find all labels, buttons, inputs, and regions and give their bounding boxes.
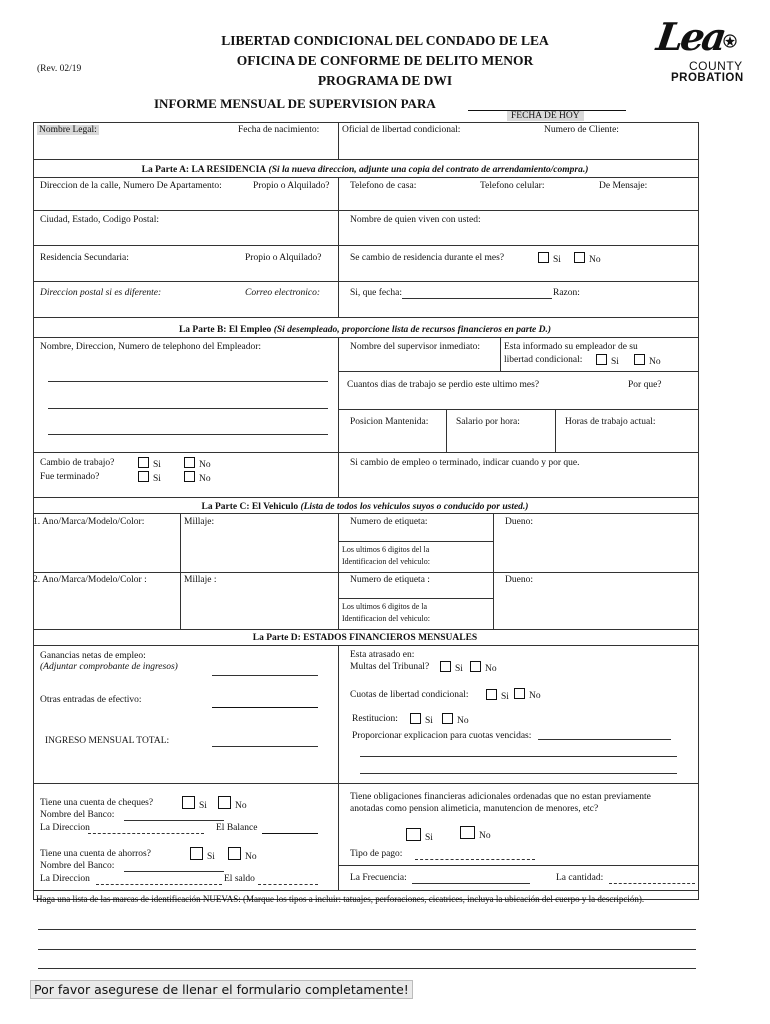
- checkbox-icon[interactable]: [460, 826, 475, 839]
- checkbox-icon[interactable]: [574, 252, 585, 263]
- form-title-2: OFICINA DE CONFORME DE DELITO MENOR: [236, 53, 534, 68]
- marks-line-3[interactable]: [38, 968, 696, 969]
- checkbox-icon[interactable]: [138, 457, 149, 468]
- court-fines-label: Multas del Tribunal?: [350, 662, 430, 672]
- restitution-yes[interactable]: Si: [408, 713, 433, 726]
- own-rent-2-label: Propio o Alquilado?: [245, 253, 322, 263]
- amount-line[interactable]: [609, 883, 695, 884]
- why-label: Por que?: [628, 380, 662, 390]
- vehicle-2-vin-label-2: Identificacion del vehiculo:: [342, 614, 430, 623]
- checkbox-icon[interactable]: [440, 661, 451, 672]
- employer-info-label: Nombre, Direccion, Numero de telephono del Empleador:: [40, 342, 262, 352]
- mailing-address-label: Direccion postal si es diferente:: [40, 288, 162, 298]
- restitution-label: Restitucion:: [352, 714, 398, 724]
- vehicle-1-vin-label: Los ultimos 6 digitos del la: [342, 545, 430, 554]
- checkbox-icon[interactable]: [538, 252, 549, 263]
- message-phone-label: De Mensaje:: [599, 181, 648, 191]
- part-c-title: La Parte C: El Vehiculo (Lista de todos los vehiculos suyos o conducido por usted.): [201, 502, 529, 512]
- marks-line-2[interactable]: [38, 949, 696, 950]
- probation-fees-yes[interactable]: Si: [484, 689, 509, 702]
- explain-line-2[interactable]: [360, 756, 677, 757]
- bank-address-line[interactable]: [88, 833, 204, 834]
- residence-changed-no[interactable]: No: [572, 252, 601, 265]
- marks-line-1[interactable]: [38, 929, 696, 930]
- email-label: Correo electronico:: [245, 288, 321, 298]
- date-label: FECHA DE HOY: [507, 111, 584, 121]
- change-date-label: Si, que fecha:: [350, 288, 402, 298]
- total-income-line[interactable]: [212, 746, 318, 747]
- logo-word: Lea: [653, 14, 727, 59]
- checkbox-icon[interactable]: [218, 796, 231, 809]
- change-date-line[interactable]: [402, 298, 552, 299]
- total-income-label: INGRESO MENSUAL TOTAL:: [45, 736, 170, 746]
- vehicle-2-vin-label: Los ultimos 6 digitos de la: [342, 602, 428, 611]
- court-fines-no[interactable]: No: [468, 661, 497, 674]
- vehicle-1-label: 1. Ano/Marca/Modelo/Color:: [33, 517, 145, 527]
- checkbox-icon[interactable]: [486, 689, 497, 700]
- part-b-title: La Parte B: El Empleo (Si desempleado, proporcione lista de recursos financieros en parte D.): [178, 325, 552, 335]
- net-earnings-label: Ganancias netas de empleo:: [40, 651, 146, 661]
- other-income-label: Otras entradas de efectivo:: [40, 695, 142, 705]
- terminated-yes[interactable]: Si: [136, 471, 161, 484]
- bank-name-line[interactable]: [124, 820, 224, 821]
- checking-yes[interactable]: Si: [180, 796, 207, 811]
- employer-informed-no[interactable]: No: [632, 354, 661, 367]
- days-missed-label: Cuantos dias de trabajo se perdio este ultimo mes?: [347, 380, 540, 390]
- bank-name-2-line[interactable]: [124, 871, 224, 872]
- vehicle-2-tag-label: Numero de etiqueta :: [350, 575, 430, 585]
- logo-probation: PROBATION: [671, 72, 744, 84]
- amount-label: La cantidad:: [556, 873, 604, 883]
- net-earnings-line[interactable]: [212, 675, 318, 676]
- checking-no[interactable]: No: [216, 796, 247, 811]
- residence-changed-yes[interactable]: Si: [536, 252, 561, 265]
- vehicle-2-label: 2. Ano/Marca/Modelo/Color :: [33, 575, 147, 585]
- explain-line-1[interactable]: [538, 739, 671, 740]
- checkbox-icon[interactable]: [442, 713, 453, 724]
- explain-line-3[interactable]: [360, 773, 677, 774]
- employer-informed-label: Esta informado su empleador de su: [504, 342, 638, 352]
- court-fines-yes[interactable]: Si: [438, 661, 463, 674]
- payment-type-label: Tipo de pago:: [350, 849, 403, 859]
- checkbox-icon[interactable]: [184, 457, 195, 468]
- job-change-yes[interactable]: Si: [136, 457, 161, 470]
- behind-label: Esta atrasado en:: [350, 650, 415, 660]
- revision-label: (Rev. 02/19: [37, 64, 82, 74]
- checkbox-icon[interactable]: [190, 847, 203, 860]
- checkbox-icon[interactable]: [634, 354, 645, 365]
- dob-label: Fecha de nacimiento:: [238, 125, 320, 135]
- obligations-yes[interactable]: Si: [404, 828, 433, 843]
- checkbox-icon[interactable]: [406, 828, 421, 841]
- logo-county: COUNTY: [689, 59, 743, 73]
- checkbox-icon[interactable]: [228, 847, 241, 860]
- vehicle-1-tag-label: Numero de etiqueta:: [350, 517, 428, 527]
- frequency-line[interactable]: [412, 883, 530, 884]
- attach-proof-label: (Adjuntar comprobante de ingresos): [40, 662, 178, 672]
- employer-line-2[interactable]: [48, 408, 328, 409]
- city-state-zip-label: Ciudad, Estado, Codigo Postal:: [40, 215, 160, 225]
- probation-fees-no[interactable]: No: [512, 688, 541, 701]
- savings-account-label: Tiene una cuenta de ahorros?: [40, 849, 151, 859]
- restitution-no[interactable]: No: [440, 713, 469, 726]
- work-hours-label: Horas de trabajo actual:: [565, 417, 656, 427]
- footer-notice: Por favor asegurese de llenar el formulario completamente!: [30, 980, 413, 999]
- logo-star-icon: [723, 34, 737, 48]
- savings-no[interactable]: No: [226, 847, 257, 862]
- terminated-label: Fue terminado?: [40, 472, 100, 482]
- checkbox-icon[interactable]: [410, 713, 421, 724]
- payment-type-line[interactable]: [415, 859, 535, 860]
- client-number-label: Numero de Cliente:: [544, 125, 619, 135]
- bank-address-label: La Direccion: [40, 823, 90, 833]
- checkbox-icon[interactable]: [470, 661, 481, 672]
- terminated-no[interactable]: No: [182, 471, 211, 484]
- vehicle-2-owner-label: Dueno:: [505, 575, 533, 585]
- legal-name-label: Nombre Legal:: [39, 125, 97, 135]
- county-logo: [655, 16, 745, 88]
- balance-label: El Balance: [216, 823, 258, 833]
- checkbox-icon[interactable]: [138, 471, 149, 482]
- employer-line-1[interactable]: [48, 381, 328, 382]
- vehicle-1-mileage-label: Millaje:: [184, 517, 215, 527]
- checkbox-icon[interactable]: [514, 688, 525, 699]
- live-with-label: Nombre de quien viven con usted:: [350, 215, 481, 225]
- vehicle-2-mileage-label: Millaje :: [184, 575, 217, 585]
- residence-changed-label: Se cambio de residencia durante el mes?: [350, 253, 505, 263]
- reason-label: Razon:: [553, 288, 580, 298]
- bank-address-2-line[interactable]: [96, 884, 222, 885]
- job-change-explain-label: Si cambio de empleo o terminado, indicar cuando y por que.: [350, 458, 580, 468]
- vehicle-1-owner-label: Dueno:: [505, 517, 533, 527]
- bank-address-2-label: La Direccion: [40, 874, 90, 884]
- secondary-residence-label: Residencia Secundaria:: [40, 253, 129, 263]
- part-a-title: La Parte A: LA RESIDENCIA (Si la nueva direccion, adjunte una copia del contrato de arrendamiento/compra.): [141, 165, 589, 175]
- balance-line[interactable]: [262, 833, 318, 834]
- balance-2-label: El saldo: [224, 874, 255, 884]
- officer-label: Oficial de libertad condicional:: [342, 125, 461, 135]
- frequency-label: La Frecuencia:: [350, 873, 407, 883]
- vehicle-1-vin-label-2: Identificacion del vehiculo:: [342, 557, 430, 566]
- identifying-marks-label: Haga una lista de las marcas de identificación NUEVAS: (Marque los tipos a incluir: tatuajes, perforaciones, cicatrices, incluya la ubicación del cuerpo y la descripción).: [36, 894, 645, 904]
- home-phone-label: Telefono de casa:: [350, 181, 417, 191]
- street-address-label: Direccion de la calle, Numero De Apartamento:: [40, 181, 222, 191]
- checking-account-label: Tiene una cuenta de cheques?: [40, 798, 154, 808]
- supervisor-label: Nombre del supervisor inmediato:: [350, 342, 481, 352]
- bank-name-label: Nombre del Banco:: [40, 810, 115, 820]
- savings-yes[interactable]: Si: [188, 847, 215, 862]
- position-label: Posicion Mantenida:: [350, 417, 429, 427]
- balance-2-line[interactable]: [258, 884, 318, 885]
- cell-phone-label: Telefono celular:: [480, 181, 545, 191]
- part-d-title: La Parte D: ESTADOS FINANCIEROS MENSUALES: [252, 633, 478, 643]
- employer-informed-yes[interactable]: Si: [594, 354, 619, 367]
- obligations-no[interactable]: No: [458, 826, 491, 841]
- bank-name-2-label: Nombre del Banco:: [40, 861, 115, 871]
- explain-overdue-label: Proporcionar explicacion para cuotas vencidas:: [352, 731, 532, 741]
- other-income-line[interactable]: [212, 707, 318, 708]
- job-change-label: Cambio de trabajo?: [40, 458, 115, 468]
- own-rent-label: Propio o Alquilado?: [253, 181, 330, 191]
- job-change-no[interactable]: No: [182, 457, 211, 470]
- employer-line-3[interactable]: [48, 434, 328, 435]
- checkbox-icon[interactable]: [184, 471, 195, 482]
- form-title-1: LIBERTAD CONDICIONAL DEL CONDADO DE LEA: [221, 33, 549, 48]
- probation-fees-label: Cuotas de libertad condicional:: [350, 690, 469, 700]
- employer-informed-label-2: libertad condicional:: [504, 355, 583, 365]
- hourly-wage-label: Salario por hora:: [456, 417, 520, 427]
- form-title-3: PROGRAMA DE DWI: [317, 73, 453, 88]
- obligations-label-2: anotadas como pension alimeticia, manutencion de menores, etc?: [350, 804, 599, 814]
- obligations-label: Tiene obligaciones financieras adicionales ordenadas que no estan previamente: [350, 792, 651, 802]
- checkbox-icon[interactable]: [596, 354, 607, 365]
- report-title: INFORME MENSUAL DE SUPERVISION PARA: [154, 96, 436, 111]
- checkbox-icon[interactable]: [182, 796, 195, 809]
